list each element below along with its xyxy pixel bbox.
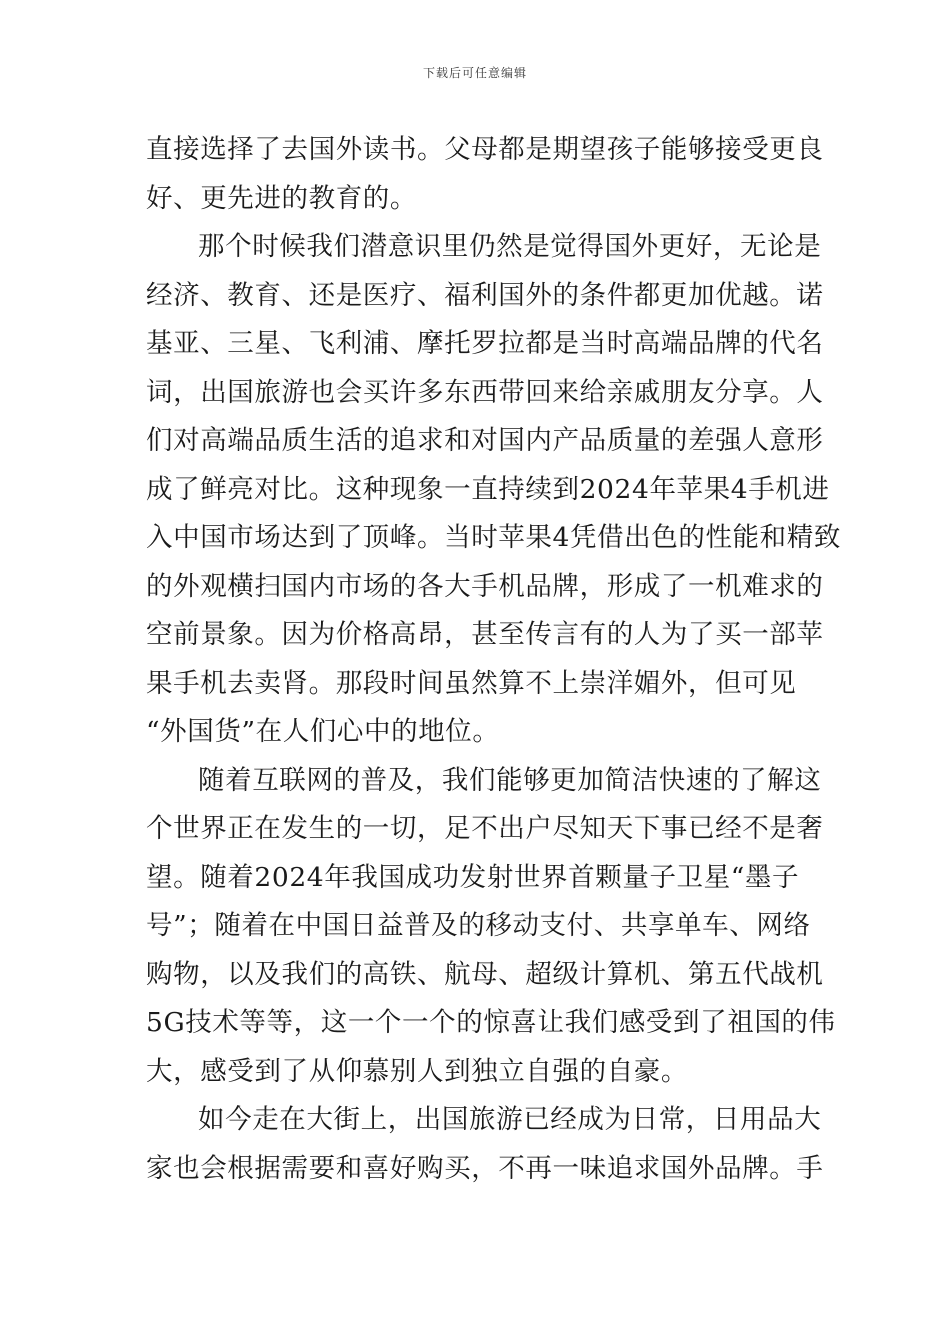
paragraph-start-line: 随着互联网的普及，我们能够更加简洁快速的了解这 (198, 764, 822, 796)
text-line: 空前景象。因为价格高昂，甚至传言有的人为了买一部苹 (146, 619, 824, 650)
document-body (146, 126, 841, 1193)
text-line: 大，感受到了从仰慕别人到独立自强的自豪。 (146, 1055, 688, 1087)
text-line: “外国货”在人们心中的地位。 (146, 716, 500, 747)
text-line: 经济、教育、还是医疗、福利国外的条件都更加优越。诺 (146, 279, 824, 311)
paragraph-start-line: 那个时候我们潜意识里仍然是觉得国外更好，无论是 (198, 231, 822, 262)
text-line: 的外观横扫国内市场的各大手机品牌，形成了一机难求的 (146, 570, 824, 602)
text-line: 5G技术等等，这一个一个的惊喜让我们感受到了祖国的伟 (146, 1007, 836, 1038)
text-line: 直接选择了去国外读书。父母都是期望孩子能够接受更良 (146, 134, 824, 165)
text-line: 号”；随着在中国日益普及的移动支付、共享单车、网络 (146, 910, 811, 941)
text-line: 成了鲜亮对比。这种现象一直持续到2024年苹果4手机进 (146, 473, 830, 505)
paragraph-start-line: 如今走在大街上，出国旅游已经成为日常，日用品大 (198, 1104, 822, 1135)
text-line: 家也会根据需要和喜好购买，不再一味追求国外品牌。手 (146, 1152, 824, 1184)
text-line: 基亚、三星、飞利浦、摩托罗拉都是当时高端品牌的代名 (146, 328, 824, 359)
text-line: 果手机去卖肾。那段时间虽然算不上崇洋媚外，但可见 (146, 667, 797, 699)
text-line: 购物，以及我们的高铁、航母、超级计算机、第五代战机 (146, 958, 824, 990)
text-line: 个世界正在发生的一切，足不出户尽知天下事已经不是奢 (146, 813, 824, 844)
text-line: 好、更先进的教育的。 (146, 182, 417, 214)
text-line: 们对高端品质生活的追求和对国内产品质量的差强人意形 (146, 425, 824, 456)
text-line: 入中国市场达到了顶峰。当时苹果4凭借出色的性能和精致 (146, 522, 841, 553)
page-header-note: 下载后可任意编辑 (422, 66, 527, 80)
text-line: 词，出国旅游也会买许多东西带回来给亲戚朋友分享。人 (146, 376, 824, 408)
text-line: 望。随着2024年我国成功发射世界首颗量子卫星“墨子 (146, 861, 800, 893)
